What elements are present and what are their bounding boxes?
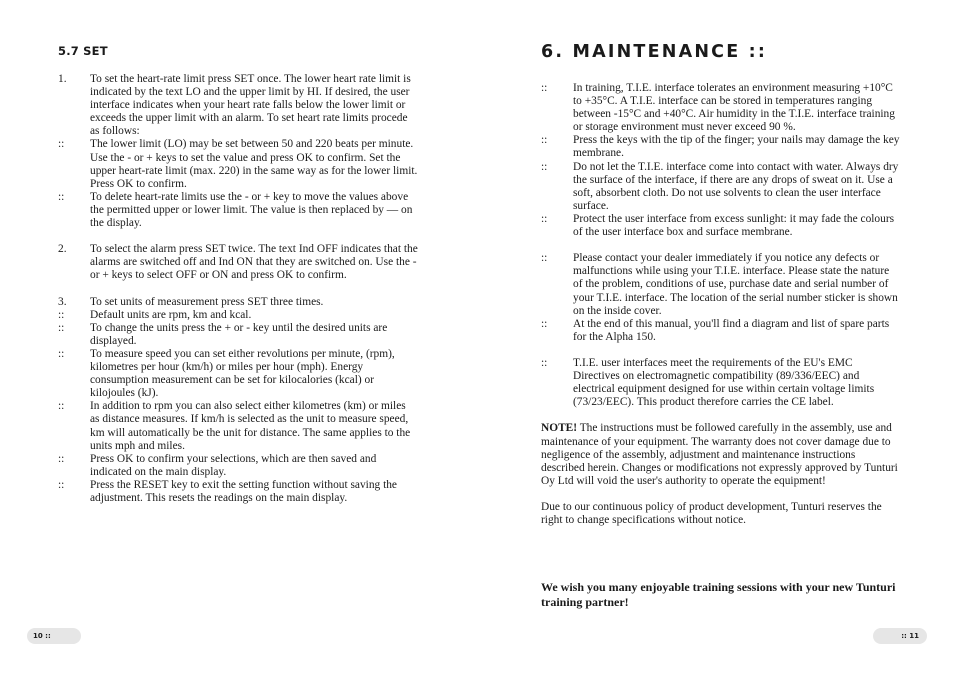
list-text: Press the RESET key to exit the setting function without saving the adjustment. This resets the readings on the main display.: [90, 478, 397, 504]
list-item: [58, 322, 418, 348]
list-item: [541, 318, 901, 344]
list-text: At the end of this manual, you'll find a diagram and list of spare parts for the Alpha 150.: [573, 317, 890, 343]
maintenance-content: [541, 82, 901, 527]
list-text: To delete heart-rate limits use the - or + key to move the values above the permitted upper or lower limit. The value is then replaced by — on the display.: [90, 190, 413, 230]
list-text: Protect the user interface from excess sunlight: it may fade the colours of the user interface box and surface membrane.: [573, 212, 895, 239]
list-marker: ::: [541, 134, 548, 147]
list-text: Default units are rpm, km and kcal.: [90, 308, 252, 321]
list-text: To measure speed you can set either revolutions per minute, (rpm), kilometres per hour (km/h) or miles per hour (mph). Energy consumption measurement can be set for kilocalories (kcal) or kilojoules (kJ).: [90, 347, 395, 400]
list-item: [58, 309, 418, 322]
chapter-title: 6. MAINTENANCE ::: [541, 42, 768, 62]
list-item: [58, 73, 418, 138]
list-text: To set units of measurement press SET three times.: [90, 295, 324, 308]
list-text: In training, T.I.E. interface tolerates an environment measuring +10°C to +35°C. A T.I.E. interface can be stored in temperatures ranging between -15°C and +40°C. Air humidity in the T.I.E. interface training or storage environment must never exceed 90 %.: [573, 82, 895, 134]
list-text: To change the units press the + or - key until the desired units are displayed.: [90, 321, 388, 347]
paragraph-gap: [58, 230, 418, 243]
list-marker: ::: [58, 400, 65, 413]
list-marker: ::: [58, 478, 65, 491]
list-item: [541, 82, 901, 134]
paragraph-gap: [541, 239, 901, 252]
list-marker: ::: [58, 308, 65, 321]
list-marker: 1.: [58, 73, 67, 85]
list-item: [541, 357, 901, 409]
list-item: [58, 191, 418, 230]
list-item: [58, 296, 418, 309]
list-text: Do not let the T.I.E. interface come into contact with water. Always dry the surface of the interface, if there are any drops of sweat on it. Use a soft, absorbent cloth. Do not use solvents to clean the user interface surface.: [573, 160, 899, 212]
note-text: The instructions must be followed carefully in the assembly, use and maintenance of your equipment. The warranty does not cover damage due to negligence of the assembly, adjustment and maintenance instructions described herein. Changes or modifications not expressly approved by Tunturi Oy Ltd will void the user's authority to operate the equipment!: [541, 422, 898, 487]
list-text: Press OK to confirm your selections, which are then saved and indicated on the main display.: [90, 452, 377, 478]
list-marker: 2.: [58, 243, 67, 256]
page-number-right: :: 11: [873, 628, 927, 644]
right-page: [477, 0, 954, 677]
note-paragraph: [541, 422, 901, 487]
list-item: [58, 453, 418, 479]
list-text: In addition to rpm you can also select either kilometres (km) or miles as distance measures. If km/h is selected as the unit to measure speed, km will automatically be the unit for distance. The same applies to the units mph and miles.: [90, 400, 411, 452]
list-item: [58, 348, 418, 400]
list-item: [541, 252, 901, 317]
list-text: T.I.E. user interfaces meet the requirements of the EU's EMC Directives on electromagnetic compatibility (89/336/EEC) and electrical equipment designed for use within certain voltage limits (73/23/EEC). This product therefore carries the CE label.: [573, 356, 875, 409]
list-item: [541, 213, 901, 239]
list-text: To set the heart-rate limit press SET once. The lower heart rate limit is indicated by the text LO and the upper limit by HI. If desired, the user interface indicates when your heart rate falls below the lower limit or exceeds the upper limit with an alarm. To set heart rate limits procede as follows:: [90, 73, 411, 138]
maintenance-list: [541, 82, 901, 409]
list-marker: ::: [58, 138, 65, 151]
list-marker: ::: [58, 452, 65, 465]
section-title: 5.7 SET: [58, 44, 108, 58]
list-marker: ::: [58, 321, 65, 334]
list-marker: ::: [58, 347, 65, 360]
paragraph-gap: [541, 344, 901, 357]
closing-message: We wish you many enjoyable training sessions with your new Tunturi training partner!: [541, 580, 896, 609]
list-item: [58, 243, 418, 282]
list-item: [541, 161, 901, 213]
list-text: Press the keys with the tip of the finger; your nails may damage the key membrane.: [573, 134, 900, 160]
list-marker: ::: [541, 82, 548, 94]
list-marker: ::: [58, 190, 65, 203]
list-marker: ::: [541, 160, 548, 173]
list-marker: ::: [541, 356, 548, 369]
list-item: [58, 138, 418, 190]
list-text: Please contact your dealer immediately if you notice any defects or malfunctions while using your T.I.E. interface. Please state the nature of the problem, conditions of use, purchase date and serial number of your T.I.E. interface. The location of the serial number sticker is shown on the inside cover.: [573, 252, 898, 317]
list-marker: 3.: [58, 295, 67, 308]
list-marker: ::: [541, 252, 548, 265]
list-text: The lower limit (LO) may be set between 50 and 220 beats per minute. Use the - or + keys to set the value and press OK to confirm. Set the upper heart-rate limit (max. 220) in the same way as for the lower limit. Press OK to confirm.: [90, 138, 418, 190]
paragraph-gap: [58, 283, 418, 296]
list-marker: ::: [541, 317, 548, 330]
note-label: NOTE!: [541, 422, 578, 435]
list-item: [58, 400, 418, 452]
policy-paragraph: Due to our continuous policy of product development, Tunturi reserves the right to change specifications without notice.: [541, 501, 882, 527]
page-number-left: 10 ::: [27, 628, 81, 644]
list-text: To select the alarm press SET twice. The text Ind OFF indicates that the alarms are switched off and Ind ON that they are switched on. Use the - or + keys to select OFF or ON and press OK to confirm.: [90, 243, 418, 282]
settings-instructions: [58, 73, 418, 505]
list-item: [541, 134, 901, 160]
list-marker: ::: [541, 212, 548, 225]
list-item: [58, 479, 418, 505]
